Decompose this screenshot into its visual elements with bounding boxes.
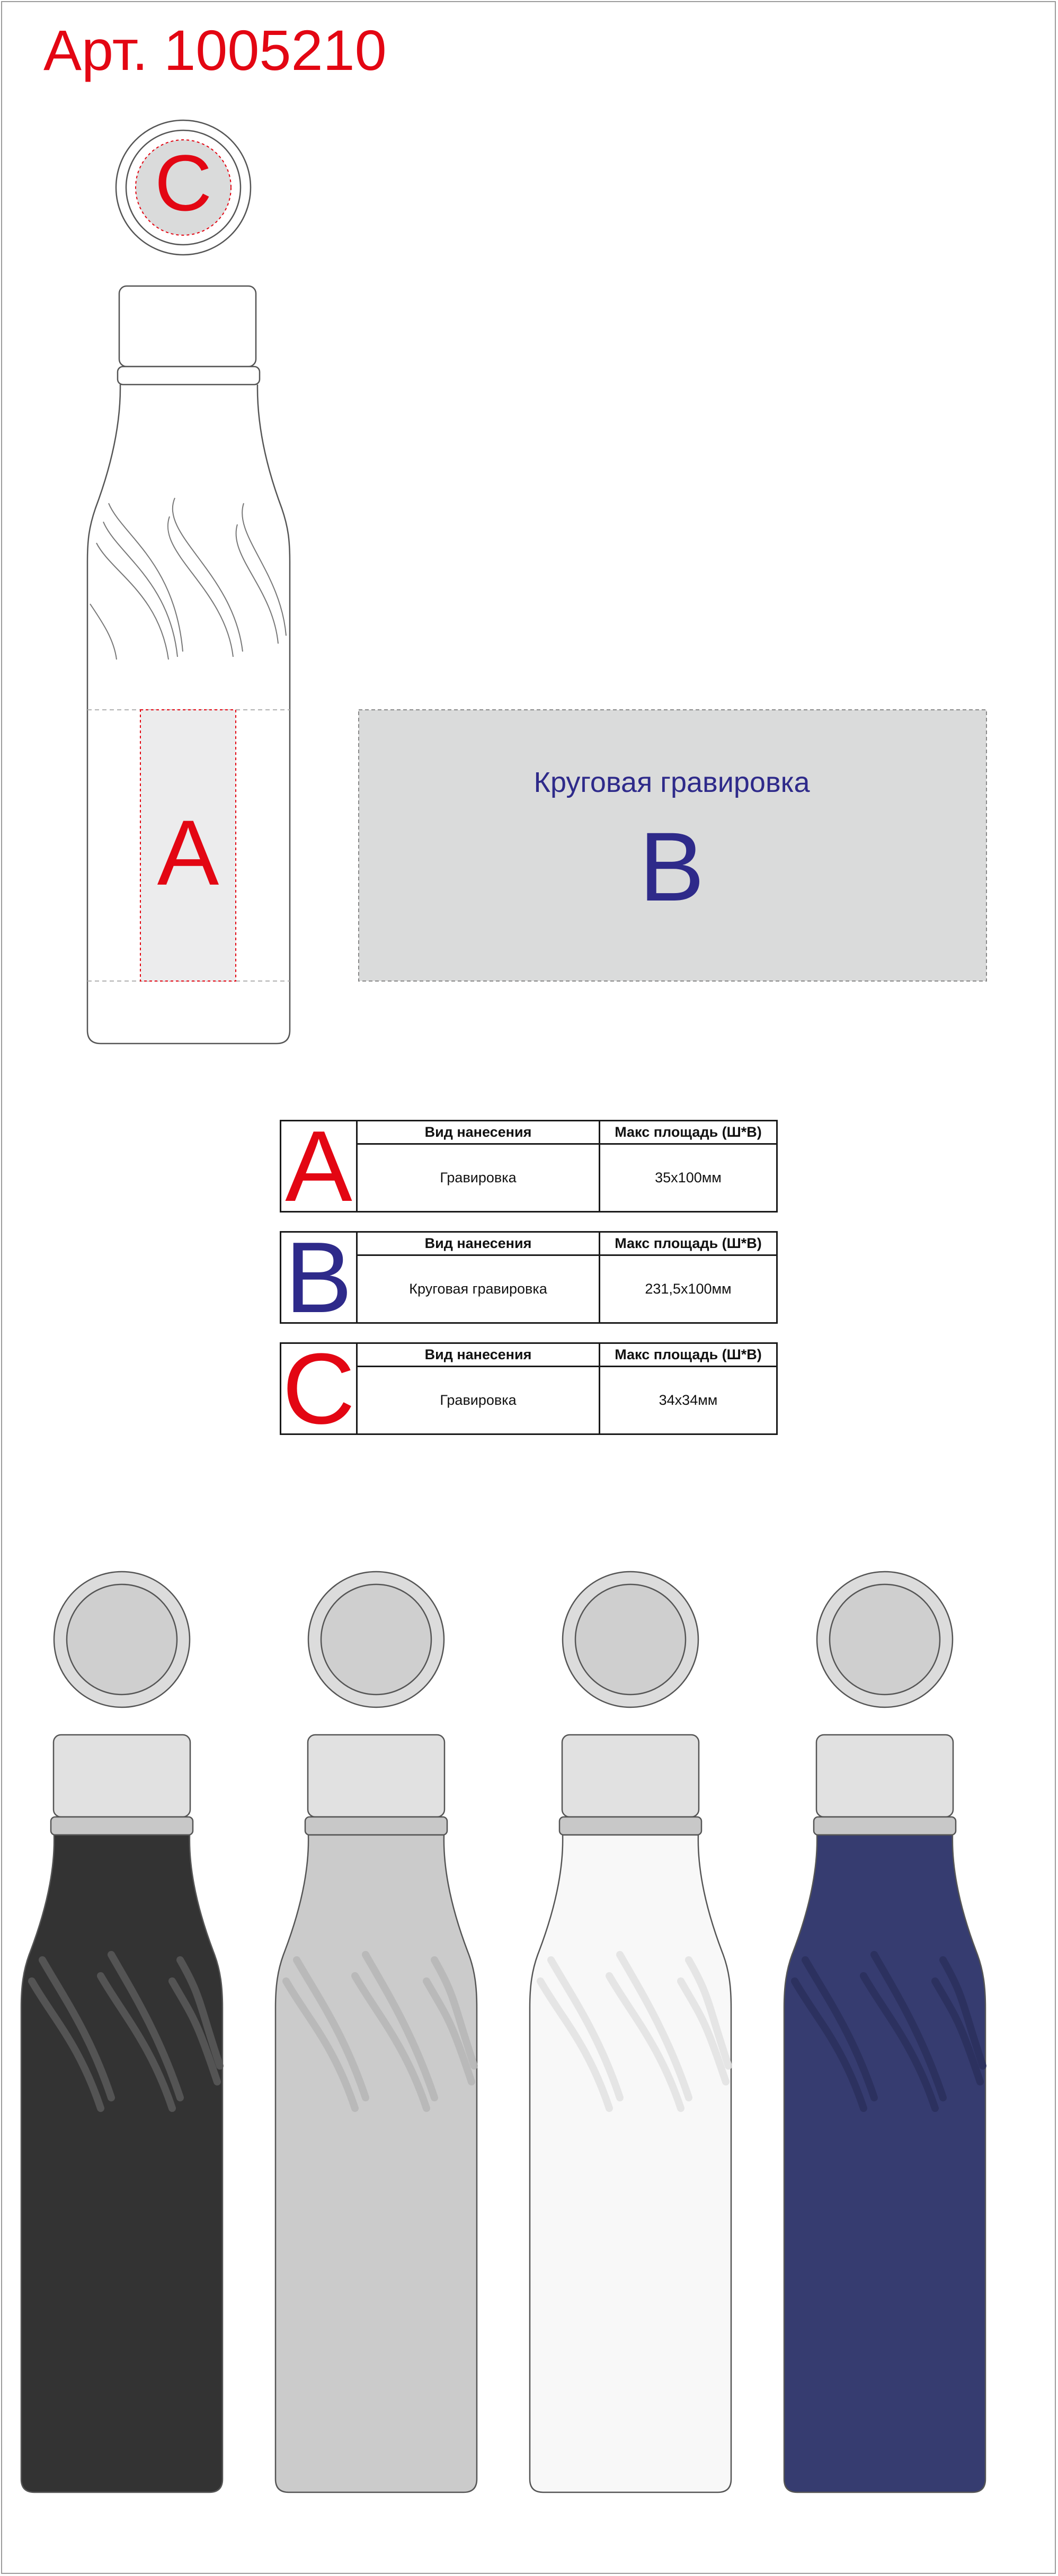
color-variants — [0, 1536, 1058, 2543]
zone-b-label: Круговая гравировка — [534, 766, 810, 798]
article-title: Арт. 1005210 — [43, 18, 387, 82]
info-table-c — [280, 1332, 778, 1445]
table-letter: B — [281, 1233, 358, 1322]
variant-cap — [54, 1735, 190, 1817]
variant-cap-inner — [575, 1584, 686, 1695]
variant-cap-ring — [559, 1817, 701, 1835]
variant-body — [784, 1835, 985, 2492]
variant-body — [21, 1835, 223, 2492]
method-value: Круговая гравировка — [358, 1256, 600, 1322]
bottle-variant — [275, 1572, 477, 2492]
zone-c-letter: C — [154, 138, 212, 227]
variant-cap-inner — [321, 1584, 431, 1695]
info-table-b — [280, 1221, 778, 1334]
zone-a-letter: A — [157, 801, 219, 905]
zone-b-unrolled — [0, 0, 1058, 1059]
method-value: Гравировка — [358, 1367, 600, 1433]
area-value: 231,5x100мм — [645, 1281, 732, 1297]
col-header-area: Макс площадь (Ш*В) — [600, 1233, 776, 1256]
variant-body — [530, 1835, 731, 2492]
variant-cap-ring — [814, 1817, 956, 1835]
col-header-method: Вид нанесения — [358, 1344, 600, 1367]
variant-cap-inner — [67, 1584, 177, 1695]
col-header-method: Вид нанесения — [358, 1233, 600, 1256]
variant-cap — [562, 1735, 699, 1817]
col-header-method: Вид нанесения — [358, 1121, 600, 1145]
area-value: 35x100мм — [655, 1170, 722, 1186]
area-value: 34x34мм — [659, 1392, 718, 1408]
table-letter: A — [281, 1121, 358, 1211]
table-letter: C — [281, 1344, 358, 1433]
variant-cap — [816, 1735, 953, 1817]
variant-cap — [308, 1735, 444, 1817]
info-table-a — [280, 1110, 778, 1223]
variant-body — [275, 1835, 477, 2492]
col-header-area: Макс площадь (Ш*В) — [600, 1121, 776, 1145]
bottle-variant — [21, 1572, 223, 2492]
bottle-variant — [784, 1572, 985, 2492]
method-value: Гравировка — [358, 1145, 600, 1211]
variant-cap-ring — [51, 1817, 193, 1835]
variant-cap-ring — [305, 1817, 447, 1835]
zone-b-letter: B — [639, 813, 705, 922]
variant-cap-inner — [830, 1584, 940, 1695]
bottle-variant — [530, 1572, 731, 2492]
col-header-area: Макс площадь (Ш*В) — [600, 1344, 776, 1367]
